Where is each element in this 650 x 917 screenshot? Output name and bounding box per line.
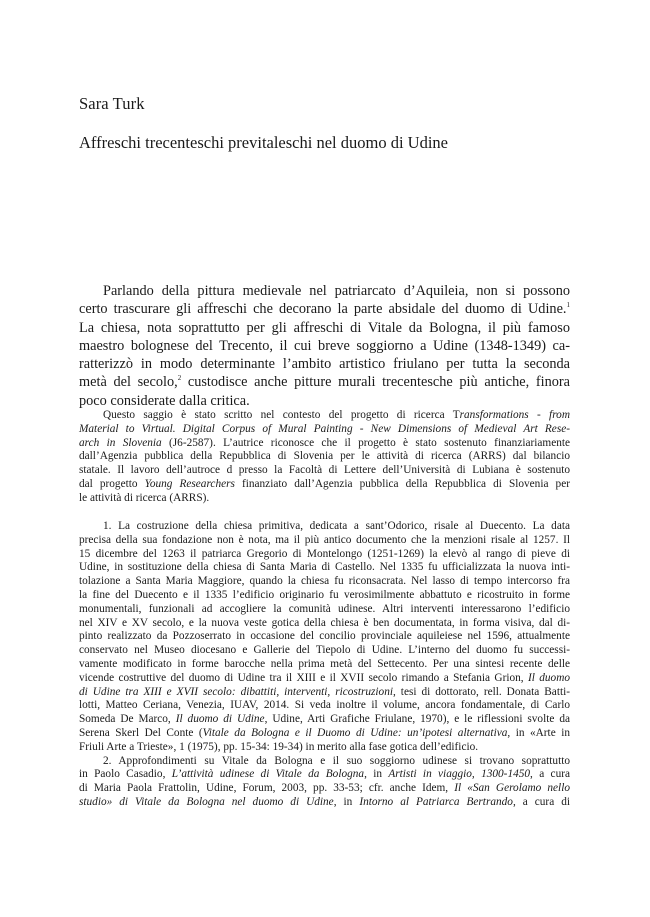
intro-line-7: poco considerate dalla critica.	[79, 392, 250, 409]
footnote-1-line: monumentali, funzionali ad accogliere la comunità udinese. Altri interventi interessarono l’edificio	[79, 602, 570, 615]
footnote-2-line: studio» di Vitale da Bologna nel duomo di Udine, in Intorno al Patriarca Bertrando, a cura di	[79, 795, 570, 808]
footnote-1-line: Friuli Arte a Trieste», 1 (1975), pp. 15-34: 19-34) in merito alla fase gotica dell’edificio.	[79, 740, 479, 753]
footnote-1-line: la fine del Duecento e il 1335 l’edificio originario fu verosimilmente abbattuto e ricostruito in forme	[79, 588, 570, 601]
intro-line-4: maestro bolognese del Trecento, il cui breve soggiorno a Udine (1348-1349) ca-	[79, 337, 570, 354]
ack-line: arch in Slovenia (J6-2587). L’autrice riconosce che il progetto è stato sostenuto finanziariamente	[79, 436, 571, 449]
footnote-1-line: conservato nel Museo diocesano e Gallerie del Tiepolo di Udine. L’interno del duomo fu successi-	[79, 644, 570, 657]
footnote-1-line: vamente modificato in forme barocche nella prima metà del Settecento. Per una sintesi recente delle	[79, 657, 570, 670]
ack-line: statale. Il lavoro dell’autroce d presso la Facoltà di Lettere dell’Università di Lubiana è sostenuto	[79, 464, 570, 477]
footnote-1-line: 15 dicembre del 1263 il patriarca Gregorio di Montelongo (1251-1269) la elevò al rango di pieve di	[79, 547, 570, 560]
intro-line-6: metà del secolo,$^2$ custodisce anche pitture murali trecentesche più antiche, finora	[79, 374, 570, 391]
footnote-ref-2[interactable]: 2	[177, 374, 182, 383]
footnote-1-line: nel XIV e XV secolo, e la nuova veste gotica della chiesa è ben documentata, in forma visiva, dal di-	[79, 616, 570, 629]
author-name: Sara Turk	[79, 94, 145, 113]
footnote-1-line: di Udine tra XIII e XVII secolo: dibattiti, interventi, ricostruzioni, tesi di dottorato, rell. Donata Batti-	[79, 685, 570, 698]
footnote-1-line: Someda De Marco, Il duomo di Udine, Udine, Arti Grafiche Friulane, 1970), e le riflessioni svolte da	[79, 713, 570, 726]
footnote-1-line: tolazione a Santa Maria Maggiore, quando la chiesa fu riconsacrata. Nel lasso di tempo intercorso fra	[79, 575, 570, 588]
footnote-1-line: pinto realizzato da Pozzoserrato in occasione del concilio provinciale aquileiese nel 1596, attualmente	[79, 630, 570, 643]
ack-line: dall’Agenzia pubblica della Repubblica di Slovenia per le attività di ricerca (ARRS) dal bilancio	[79, 450, 570, 463]
intro-line-1: Parlando della pittura medievale nel patriarcato d’Aquileia, non si possono	[103, 283, 570, 299]
ack-line: dal progetto Young Researchers finanziato dall’Agenzia pubblica della Repubblica di Slovenia per	[79, 477, 570, 490]
acknowledgement-note	[79, 409, 570, 506]
intro-line-2: certo trascurare gli affreschi che decorano la parte absidale del duomo di Udine.$^1$	[79, 301, 570, 318]
footnote-2-line: di Maria Paola Frattolin, Udine, Forum, 2003, pp. 33-53; cfr. anche Idem, Il «San Gerolamo nello	[79, 782, 570, 795]
article-title: Affreschi trecenteschi previtaleschi nel duomo di Udine	[79, 133, 448, 152]
footnote-ref-1[interactable]: 1	[566, 301, 570, 310]
footnote-2-line: in Paolo Casadio, L’attività udinese di Vitale da Bologna, in Artisti in viaggio, 1300-1450, a cura	[79, 768, 570, 781]
footnote-1-line: precisa della sua fondazione non è nota, ma il più antico documento che la menzioni risale al 1257. Il	[79, 533, 570, 546]
intro-line-5: ratterizzò in modo determinante l’ambito artistico friulano per tutta la seconda	[79, 356, 570, 373]
footnote-1-line: Serena Skerl Del Conte (Vitale da Bologna e il Duomo di Udine: un’ipotesi alternativa, in «Arte in	[79, 726, 571, 739]
ack-line: Questo saggio è stato scritto nel contesto del progetto di ricerca Transformations - from	[103, 409, 570, 421]
footnote-1-line: Udine, in sostituzione della chiesa di Santa Maria di Castello. Nel 1335 fu ufficializzata la nuova inti-	[79, 561, 570, 574]
intro-paragraph	[79, 282, 570, 410]
footnote-1-line: 1. La costruzione della chiesa primitiva, dedicata a sant’Odorico, risale al Duecento. La data	[103, 520, 570, 532]
footnote-1-line: lotti, Matteo Ceriana, Venezia, IUAV, 2014. Si veda inoltre il volume, ancora fondamentale, di Carlo	[79, 699, 570, 712]
intro-line-3: La chiesa, nota soprattutto per gli affreschi di Vitale da Bologna, il più famoso	[79, 319, 570, 336]
footnote-2-line: 2. Approfondimenti su Vitale da Bologna e il suo soggiorno udinese si trovano soprattutto	[103, 754, 570, 767]
footnote-1-line: vicende costruttive del duomo di Udine tra il XIII e il XVII secolo rimando a Stefania Grion, Il duomo	[79, 671, 570, 684]
ack-line: Material to Virtual. Digital Corpus of Mural Painting - New Dimensions of Medieval Art Rese-	[79, 422, 570, 435]
ack-line: le attività di ricerca (ARRS).	[79, 491, 210, 504]
footnotes	[79, 520, 570, 810]
